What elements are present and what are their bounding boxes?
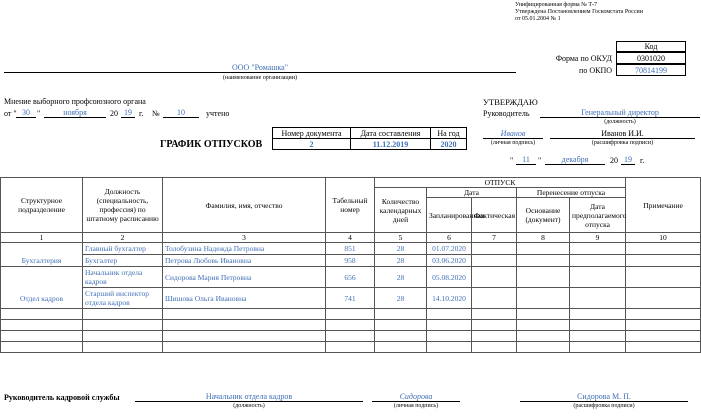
footer-label: Руководитель кадровой службы — [4, 393, 120, 402]
h-planned: Запланированная — [427, 198, 472, 233]
num-col: 6 — [427, 233, 472, 243]
cell-tab: 656 — [326, 267, 375, 288]
doc-number-table — [272, 127, 467, 150]
approve-date-year-prefix: 20 — [610, 156, 618, 165]
union-year: 19 — [121, 108, 135, 118]
union-considered: учтено — [206, 109, 230, 118]
h-actual: Фактическая — [472, 198, 517, 233]
cell-days: 28 — [375, 243, 427, 255]
form-note-line2: Утверждена Постановлением Госкомстата России — [515, 9, 643, 15]
cell-pos: Главный бухгалтер — [83, 243, 163, 255]
cell-tab: 851 — [326, 243, 375, 255]
union-num-label: № — [152, 109, 160, 118]
cell-pos: Начальник отдела кадров — [83, 267, 163, 288]
h-name: Фамилия, имя, отчество — [163, 178, 326, 233]
num-col: 5 — [375, 233, 427, 243]
vacation-table — [0, 177, 701, 353]
union-num: 10 — [163, 108, 199, 118]
num-col: 3 — [163, 233, 326, 243]
num-col: 7 — [472, 233, 517, 243]
footer-signature: Сидорова — [372, 392, 460, 402]
approve-date-day: 11 — [516, 155, 536, 165]
cell-name: Петрова Любовь Ивановна — [163, 255, 326, 267]
num-col: 2 — [83, 233, 163, 243]
footer-decoded: Сидорова М. П. — [520, 392, 688, 402]
table-row-empty — [1, 342, 701, 353]
cell-planned: 05.08.2020 — [427, 267, 472, 288]
cell-pos: Старший инспектор отдела кадров — [83, 288, 163, 309]
table-row-empty — [1, 331, 701, 342]
approve-date-close: " — [538, 156, 542, 165]
doc-col-date: Дата составления — [351, 128, 431, 139]
cell-dept: Отдел кадров — [1, 288, 83, 309]
approve-head-label: Руководитель — [483, 109, 530, 118]
org-name: ООО "Ромашка" — [4, 63, 516, 73]
h-tab: Табельный номер — [326, 178, 375, 233]
union-quote-close: " — [37, 109, 41, 118]
approve-signature: Иванов — [483, 129, 543, 139]
cell-planned: 01.07.2020 — [427, 243, 472, 255]
cell-dept — [1, 243, 83, 255]
okpo-label: по ОКПО — [579, 66, 612, 75]
num-col: 1 — [1, 233, 83, 243]
cell-name: Толобузина Надежда Петровна — [163, 243, 326, 255]
union-day: 30 — [16, 108, 36, 118]
okpo-value: 70814199 — [616, 64, 686, 76]
approve-position-caption: (должность) — [604, 119, 636, 125]
h-basis: Основание (документ) — [517, 198, 570, 233]
approve-decoded-caption: (расшифровка подписи) — [591, 140, 654, 146]
table-row — [1, 255, 701, 267]
doc-year: 2020 — [431, 139, 467, 150]
union-opinion-label: Мнение выборного профсоюзного органа — [4, 97, 146, 106]
table-row — [1, 267, 701, 288]
union-from: от " — [4, 109, 17, 118]
footer-position-caption: (должность) — [233, 403, 265, 409]
cell-dept — [1, 267, 83, 288]
cell-tab: 741 — [326, 288, 375, 309]
doc-title: ГРАФИК ОТПУСКОВ — [160, 139, 263, 150]
cell-days: 28 — [375, 288, 427, 309]
table-row — [1, 243, 701, 255]
num-col: 8 — [517, 233, 570, 243]
num-col: 9 — [570, 233, 626, 243]
doc-col-num: Номер документа — [273, 128, 351, 139]
h-date: Дата — [427, 188, 517, 198]
approve-signature-caption: (личная подпись) — [490, 140, 536, 146]
h-transfer: Перенесение отпуска — [517, 188, 626, 198]
num-col: 4 — [326, 233, 375, 243]
h-days: Количество календарных дней — [375, 188, 427, 233]
form-note-line1: Унифицированная форма № Т-7 — [515, 2, 598, 8]
union-month: ноября — [44, 108, 106, 118]
table-row-empty — [1, 320, 701, 331]
approve-date-g: г. — [640, 156, 645, 165]
doc-col-year: На год — [431, 128, 467, 139]
cell-planned: 03.06.2020 — [427, 255, 472, 267]
union-g: г. — [139, 109, 144, 118]
h-note: Примечание — [626, 178, 701, 233]
org-caption: (наименование организации) — [223, 75, 297, 81]
approve-decoded: Иванов И.И. — [550, 129, 695, 139]
cell-pos: Бухгалтер — [83, 255, 163, 267]
h-otpusk: ОТПУСК — [375, 178, 626, 188]
approve-date-open: " — [510, 156, 514, 165]
footer-position: Начальник отдела кадров — [135, 392, 363, 402]
footer-signature-caption: (личная подпись) — [393, 403, 439, 409]
okud-label: Форма по ОКУД — [555, 54, 612, 63]
doc-date: 11.12.2019 — [351, 139, 431, 150]
doc-num: 2 — [273, 139, 351, 150]
num-col: 10 — [626, 233, 701, 243]
cell-name: Шишова Ольга Ивановна — [163, 288, 326, 309]
okud-value: 0301020 — [616, 52, 686, 64]
approve-title: УТВЕРЖДАЮ — [483, 97, 538, 107]
cell-planned: 14.10.2020 — [427, 288, 472, 309]
approve-date-year: 19 — [621, 155, 635, 165]
cell-tab: 958 — [326, 255, 375, 267]
cell-days: 28 — [375, 255, 427, 267]
h-expected: Дата предполагаемого отпуска — [570, 198, 626, 233]
approve-date-month: декабря — [545, 155, 605, 165]
form-note-line3: от 05.01.2004 № 1 — [515, 16, 561, 22]
codes-header: Код — [616, 41, 686, 52]
approve-position: Генеральный директор — [540, 108, 700, 118]
h-pos: Должность (специальность, профессия) по штатному расписанию — [83, 178, 163, 233]
table-row-empty — [1, 309, 701, 320]
cell-dept: Бухгалтерия — [1, 255, 83, 267]
h-dept: Структурное подразделение — [1, 178, 83, 233]
cell-name: Сидорова Мария Петровна — [163, 267, 326, 288]
cell-days: 28 — [375, 267, 427, 288]
table-row — [1, 288, 701, 309]
footer-decoded-caption: (расшифровка подписи) — [573, 403, 635, 409]
union-year-prefix: 20 — [110, 109, 118, 118]
